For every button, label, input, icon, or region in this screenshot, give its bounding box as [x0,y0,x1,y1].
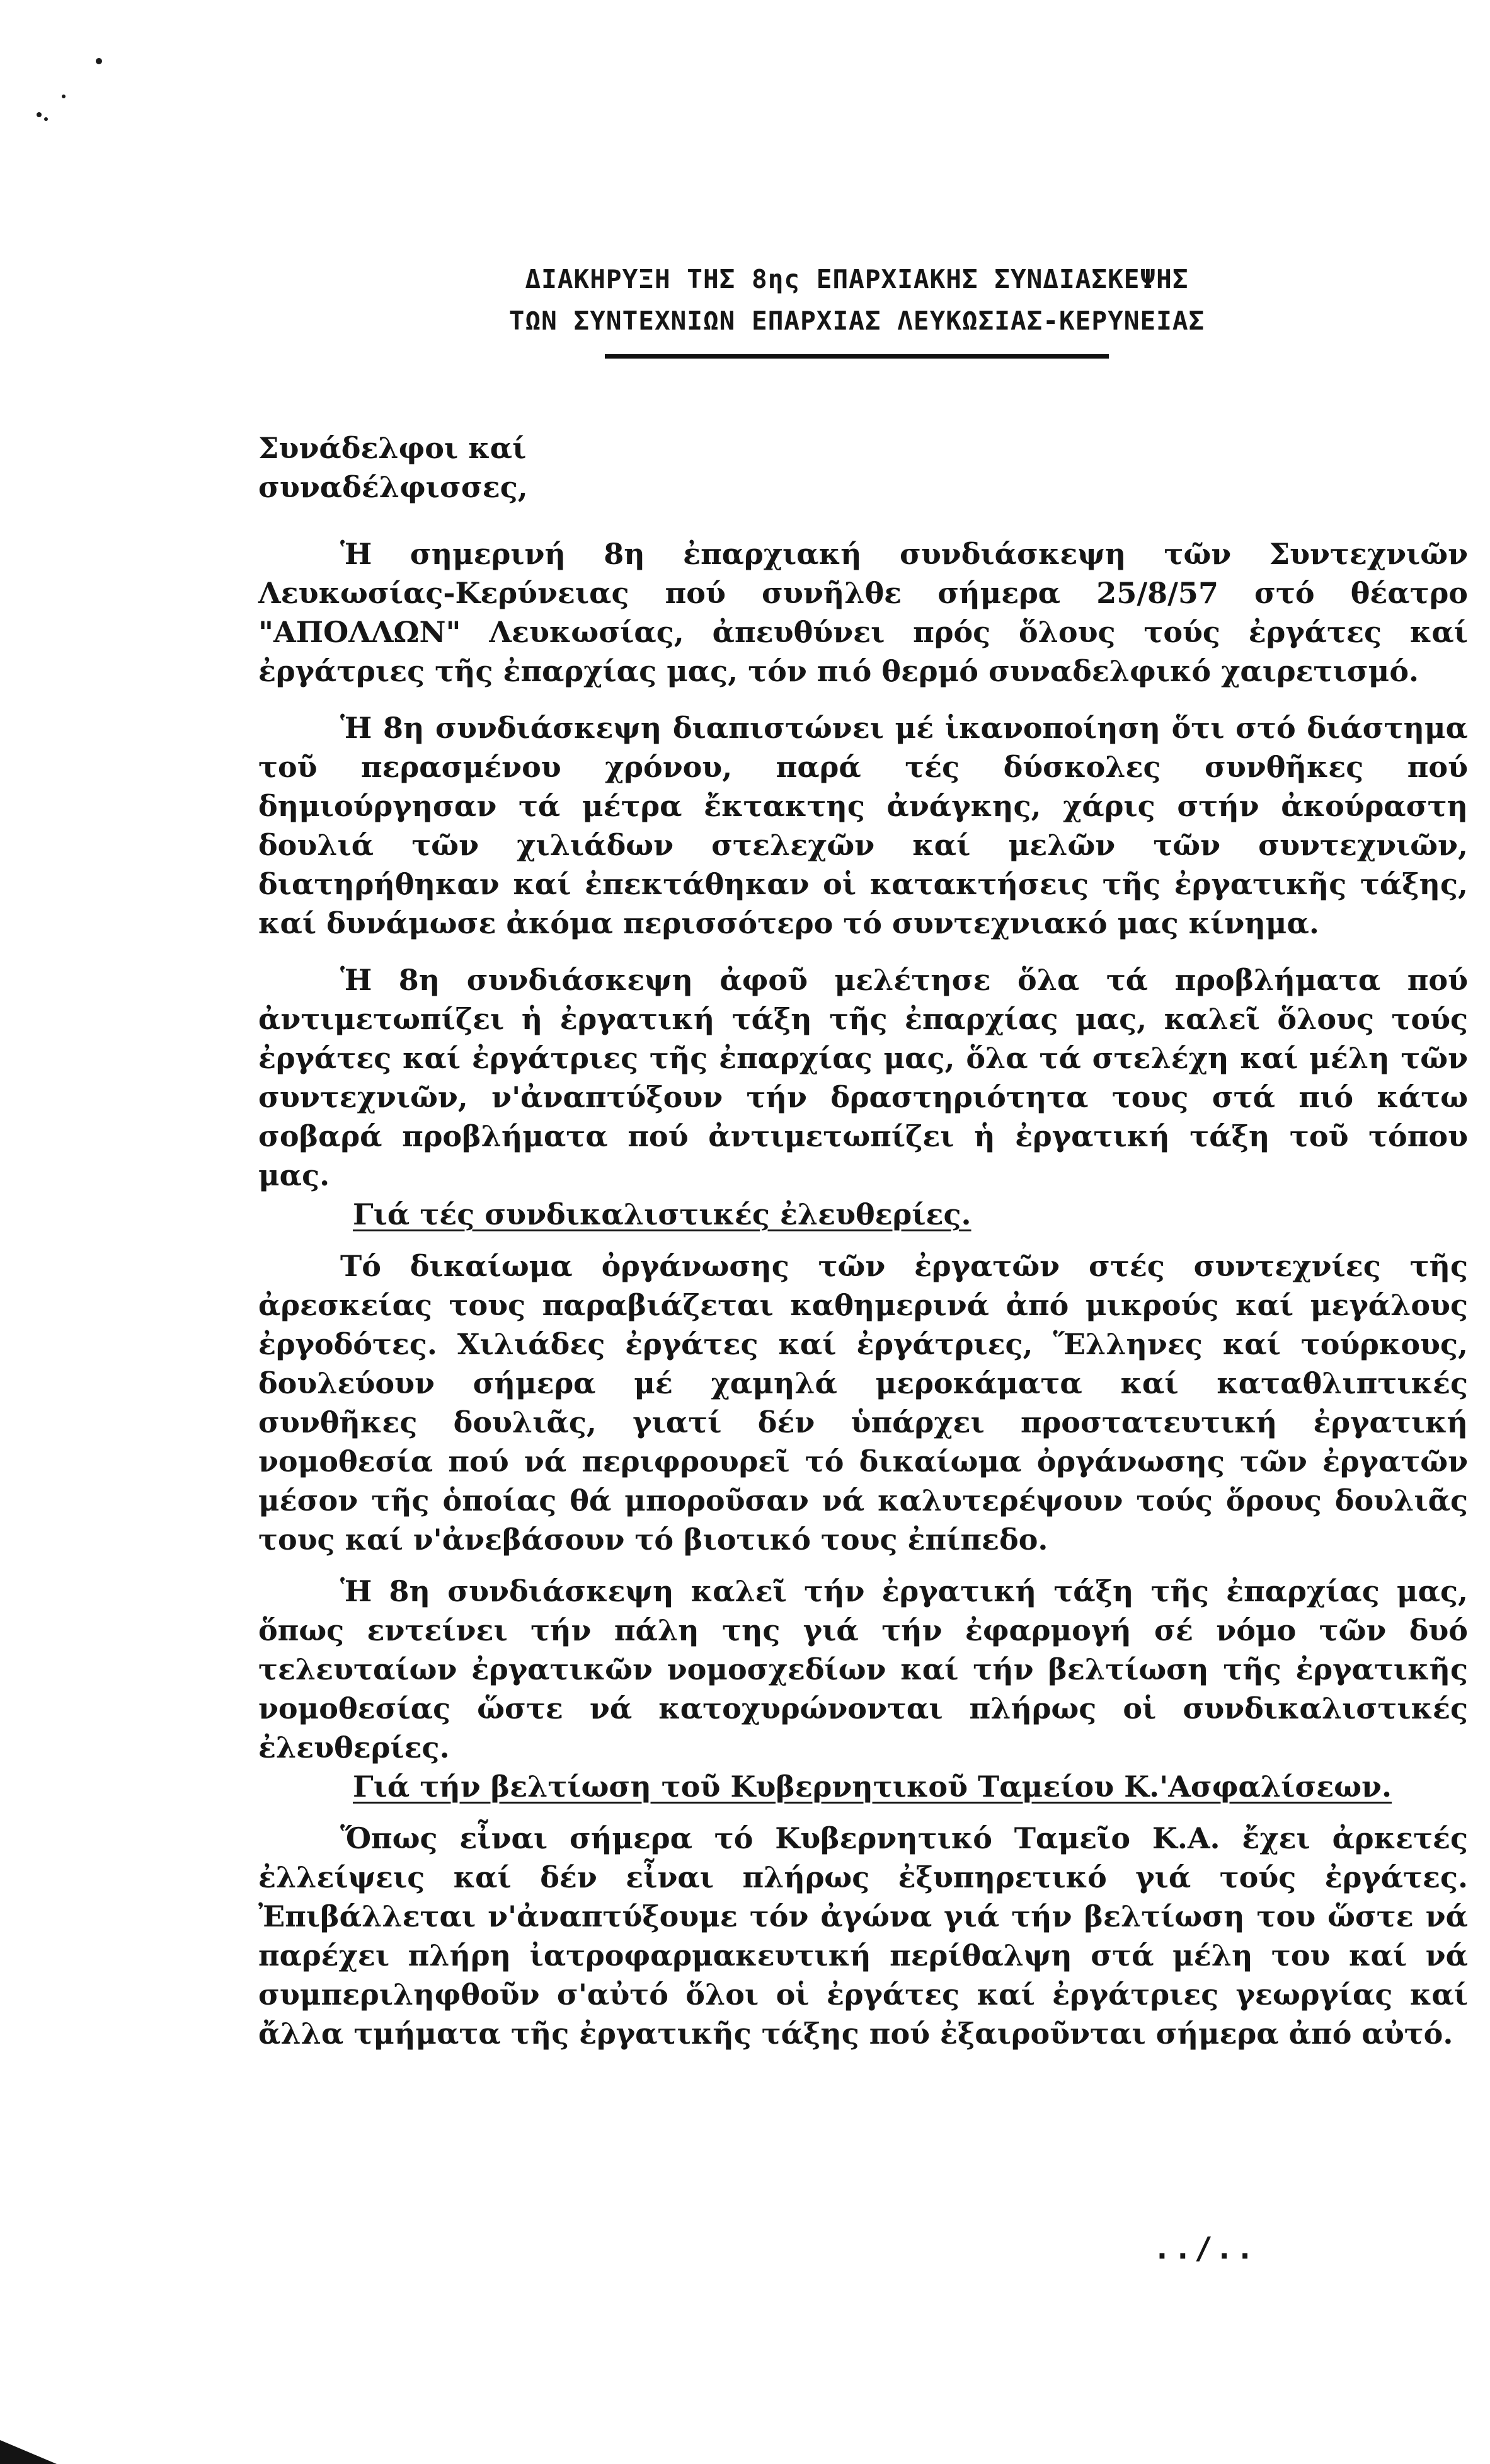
document-body [258,429,1468,2053]
salutation-line-2: συναδέλφισσες, [258,470,528,504]
salutation-line-1: Συνάδελφοι καί [258,431,527,465]
paragraph-union-freedoms: Τό δικαίωμα ὀργάνωσης τῶν ἐργατῶν στές συντεχνίες τῆς ἀρεσκείας τους παραβιάζεται καθημερινά ἀπό μικρούς καί μεγάλους ἐργοδότες. Χιλιάδες ἐργάτες καί ἐργάτριες, Ἕλληνες καί τούρκους, δουλεύουν σήμερα μέ χαμηλά μεροκάματα καί καταθλιπτικές συνθῆκες δουλιᾶς, γιατί δέν ὑπάρχει προστατευτική ἐργατική νομοθεσία πού νά περιφρουρεῖ τό δικαίωμα ὀργάνωσης τῶν ἐργατῶν μέσον τῆς ὁποίας θά μποροῦσαν νά καλυτερέψουν τούς ὅρους δουλιᾶς τους καί ν'ἀνεβάσουν τό βιοτικό τους ἐπίπεδο. [258,1249,1468,1557]
salutation [258,429,1468,507]
ink-speck [44,117,48,121]
corner-ink-mark [0,2440,57,2464]
paragraph-labour-legislation: Ἡ 8η συνδιάσκεψη καλεῖ τήν ἐργατική τάξη τῆς ἐπαρχίας μας, ὅπως εντείνει τήν πάλη της γιά τήν ἐφαρμογή σέ νόμο τῶν δυό τελευταίων ἐργατικῶν νομοσχεδίων καί τήν βελτίωση τῆς ἐργατικῆς νομοθεσίας ὥστε νά κατοχυρώνονται πλήρως οἱ συνδικαλιστικές ἐλευθερίες. [258,1574,1468,1765]
section-heading-insurance-fund: Γιά τήν βελτίωση τοῦ Κυβερνητικοῦ Ταμείου Κ.'Ασφαλίσεων. [353,1770,1392,1804]
paragraph-opening: Ἡ σημερινή 8η ἐπαρχιακή συνδιάσκεψη τῶν Συντεχνιῶν Λευκωσίας-Κερύνειας πού συνῆλθε σήμερα 25/8/57 στό θέατρο "ΑΠΟΛΛΩΝ" Λευκωσίας, ἀπευθύνει πρός ὅλους τούς ἐργάτες καί ἐργάτριες τῆς ἐπαρχίας μας, τόν πιό θερμό συναδελφικό χαιρετισμό. [258,537,1468,688]
page-continuation-mark: ../.. [1153,2231,1257,2266]
document-title-line-2: ΤΩΝ ΣΥΝΤΕΧΝΙΩΝ ΕΠΑΡΧΙΑΣ ΛΕΥΚΩΣΙΑΣ-ΚΕΡΥΝΕΙΑΣ [508,306,1205,336]
document-header [435,258,1279,359]
document-title-line-1: ΔΙΑΚΗΡΥΞΗ ΤΗΣ 8ης ΕΠΑΡΧΙΑΚΗΣ ΣΥΝΔΙΑΣΚΕΨΗΣ [525,264,1189,294]
paragraph-achievements: Ἡ 8η συνδιάσκεψη διαπιστώνει μέ ἱκανοποίηση ὅτι στό διάστημα τοῦ περασμένου χρόνου, παρά τές δύσκολες συνθῆκες πού δημιούργησαν τά μέτρα ἔκτακτης ἀνάγκης, χάρις στήν ἀκούραστη δουλιά τῶν χιλιάδων στελεχῶν καί μελῶν τῶν συντεχνιῶν, διατηρήθηκαν καί ἐπεκτάθηκαν οἱ κατακτήσεις τῆς ἐργατικῆς τάξης, καί δυνάμωσε ἀκόμα περισσότερο τό συντεχνιακό μας κίνημα. [258,711,1468,940]
ink-speck [96,58,102,64]
paragraph-call-to-action: Ἡ 8η συνδιάσκεψη ἀφοῦ μελέτησε ὅλα τά προβλήματα πού ἀντιμετωπίζει ἡ ἐργατική τάξη τῆς ἐπαρχίας μας, καλεῖ ὅλους τούς ἐργάτες καί ἐργάτριες τῆς ἐπαρχίας μας, ὅλα τά στελέχη καί μέλη τῶν συντεχνιῶν, ν'ἀναπτύξουν τήν δραστηριότητα τους στά πιό κάτω σοβαρά προβλήματα πού ἀντιμετωπίζει ἡ ἐργατική τάξη τοῦ τόπου μας. [258,963,1468,1192]
paragraph-insurance-fund: Ὅπως εἶναι σήμερα τό Κυβερνητικό Ταμεῖο Κ.Α. ἔχει ἀρκετές ἐλλείψεις καί δέν εἶναι πλήρως ἐξυπηρετικό γιά τούς ἐργάτες. Ἐπιβάλλεται ν'ἀναπτύξουμε τόν ἀγώνα γιά τήν βελτίωση του ὥστε νά παρέχει πλήρη ἰατροφαρμακευτική περίθαλψη στά μέλη του καί νά συμπεριληφθοῦν σ'αὐτό ὅλοι οἱ ἐργάτες καί ἐργάτριες γεωργίας καί ἄλλα τμήματα τῆς ἐργατικῆς τάξης πού ἐξαιροῦνται σήμερα ἀπό αὐτό. [258,1821,1468,2051]
title-underline-rule [605,354,1109,359]
ink-speck [62,95,66,98]
section-heading-union-freedoms: Γιά τές συνδικαλιστικές ἐλευθερίες. [353,1197,971,1231]
ink-speck [37,112,42,117]
